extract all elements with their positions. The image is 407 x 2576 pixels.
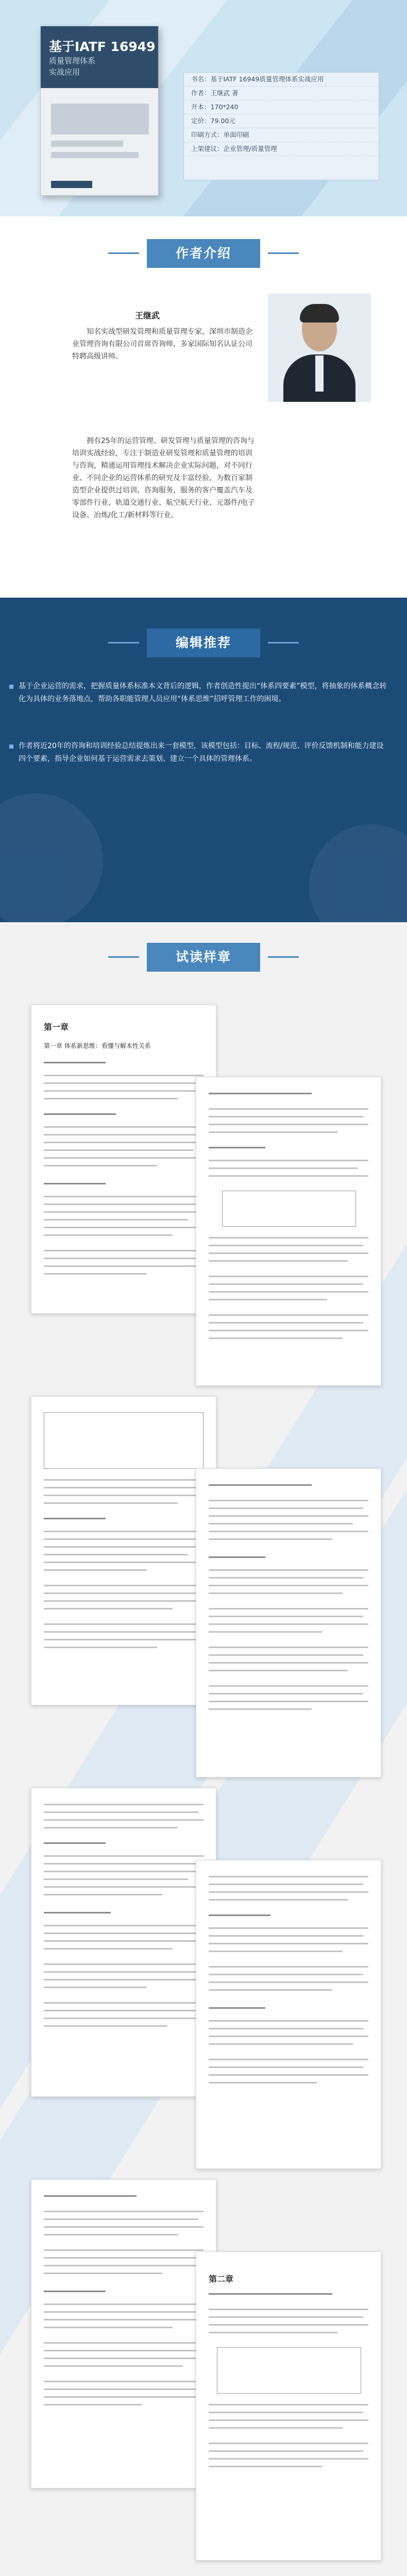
text-line — [209, 1245, 363, 1246]
text-line — [209, 1685, 368, 1687]
text-line — [209, 2427, 343, 2429]
text-line — [209, 1647, 368, 1648]
text-line — [44, 1157, 204, 1159]
text-line — [209, 1608, 368, 1609]
text-line — [44, 1592, 198, 1594]
author-bio: 知名实战型研发管理和质量管理专家，深圳市制造企业管理咨询有限公司首席咨询师，多家国际知名认证公司特聘高级讲师。 — [72, 328, 252, 361]
text-line — [44, 1479, 204, 1481]
text-line — [44, 1971, 198, 1973]
samples-section — [0, 922, 407, 2576]
text-line — [209, 2074, 368, 2076]
sample-chapter: 第一章 — [44, 1022, 69, 1032]
text-line — [44, 1639, 204, 1640]
text-line — [44, 2319, 204, 2320]
editor-heading: 编辑推荐 — [147, 629, 260, 657]
text-line — [44, 1631, 198, 1633]
text-line — [44, 1183, 106, 1184]
text-line — [44, 2002, 204, 2004]
text-line — [44, 1265, 204, 1267]
text-line — [209, 1515, 368, 1517]
text-line — [44, 1134, 198, 1136]
text-line — [209, 1966, 368, 1968]
text-line — [44, 1273, 147, 1275]
text-line — [209, 1147, 265, 1148]
text-line — [44, 2025, 167, 2027]
text-line — [44, 1912, 111, 1913]
text-line — [44, 1082, 198, 1084]
text-line — [209, 2419, 368, 2421]
text-line — [44, 1894, 162, 1895]
text-line — [44, 1827, 178, 1828]
text-line — [209, 1507, 363, 1509]
text-line — [209, 1884, 363, 1885]
text-line — [209, 2466, 322, 2467]
sample-page — [196, 1468, 381, 1777]
text-line — [209, 1116, 363, 1117]
text-line — [209, 2020, 368, 2022]
text-line — [44, 2396, 204, 2398]
text-line — [44, 2303, 204, 2305]
text-line — [44, 1204, 198, 1205]
text-line — [44, 1863, 198, 1865]
text-line — [209, 1160, 368, 1161]
text-line — [44, 1948, 173, 1950]
text-line — [209, 2412, 363, 2413]
editor-paragraph: 作者将近20年的咨询和培训经验总结提炼出来一套模型，该模型包括：目标、流程/规范、评价反馈机制和能力建设四个要素，指导企业如何基于运营需求去策划、建立一个具体的管理体系。 — [19, 740, 389, 766]
text-line — [44, 2404, 142, 2405]
text-line — [44, 2218, 198, 2220]
text-line — [209, 2043, 353, 2045]
decoration — [0, 793, 103, 927]
cover-subtitle: 质量管理体系 — [49, 56, 96, 65]
text-line — [44, 2211, 204, 2212]
text-line — [209, 2028, 363, 2029]
text-line — [44, 1502, 178, 1504]
text-line — [44, 1196, 204, 1197]
author-bio: 拥有25年的运营管理、研发管理与质量管理的咨询与培训实战经验，专注于制造业研发管理和质量管理的培训与咨询，精通运用管理技术解决企业实际问题，对不同行业、不同企业的运营体系的研究及丰富经验，为数百家制造型企业提供过培训、咨询服务，服务的客户覆盖汽车及零部件行业、轨道交通行业、航空航天行业、元器件/电子设备、冶炼/化工/新材料等行业。 — [72, 437, 255, 519]
text-line — [209, 2324, 368, 2326]
text-line — [44, 1979, 204, 1980]
text-line — [209, 1623, 368, 1625]
text-line — [44, 1608, 173, 1609]
text-line — [209, 2066, 363, 2068]
text-line — [209, 1538, 332, 1540]
text-line — [44, 1211, 204, 1213]
text-line — [209, 1093, 312, 1094]
text-line — [209, 1927, 368, 1929]
text-line — [209, 1523, 353, 1524]
text-line — [44, 1819, 204, 1821]
author-photo — [268, 294, 371, 402]
text-line — [209, 1252, 368, 1254]
text-line — [44, 1886, 204, 1888]
editor-section — [0, 598, 407, 922]
text-line — [209, 2458, 368, 2460]
text-line — [44, 2342, 204, 2344]
text-line — [209, 1577, 363, 1579]
text-line — [44, 1925, 204, 1926]
text-line — [44, 2365, 183, 2367]
sample-diagram — [222, 1191, 356, 1227]
book-cover — [40, 26, 159, 196]
text-line — [44, 2358, 204, 2359]
info-author: 作者：王继武 著 — [184, 87, 379, 100]
text-line — [44, 1538, 198, 1540]
sample-page — [31, 1005, 216, 1314]
cover-graphic — [51, 152, 139, 158]
text-line — [44, 1234, 173, 1236]
text-line — [209, 1989, 332, 1991]
text-line — [209, 1981, 368, 1983]
cover-subtitle: 实战应用 — [49, 67, 80, 77]
text-line — [209, 1935, 363, 1937]
text-line — [44, 1623, 204, 1625]
text-line — [44, 2018, 204, 2019]
text-line — [44, 1165, 157, 1166]
author-heading: 作者介绍 — [147, 239, 260, 268]
text-line — [209, 1260, 348, 1262]
text-line — [44, 1495, 204, 1496]
text-line — [209, 1237, 368, 1239]
text-line — [209, 1330, 368, 1331]
sample-table — [44, 1412, 204, 1469]
text-line — [209, 1569, 368, 1571]
text-line — [44, 1142, 204, 1143]
text-line — [209, 2293, 332, 2295]
editor-paragraph: 基于企业运营的需求，把握质量体系标准本文背后的逻辑，作者创造性提出“体系四要素”模型，将抽象的体系概念转化为具体的业务落地点，帮助各职能管理人员应用“体系思维”招呼管理工作的困境。 — [19, 680, 389, 706]
info-price: 定价：79.00元 — [184, 114, 379, 128]
text-line — [44, 2234, 178, 2235]
text-line — [44, 1090, 204, 1092]
text-line — [209, 2332, 337, 2333]
sample-page — [31, 1396, 216, 1705]
text-line — [209, 1585, 368, 1586]
sample-diagram — [217, 2347, 361, 2394]
text-line — [209, 2007, 265, 2009]
text-line — [209, 1943, 368, 1944]
text-line — [44, 1562, 204, 1563]
info-category: 上架建议：企业管理/质量管理 — [184, 142, 379, 156]
text-line — [44, 1531, 204, 1532]
text-line — [44, 1518, 106, 1519]
text-line — [44, 1811, 198, 1813]
author-section — [0, 216, 407, 598]
product-header — [0, 0, 407, 216]
text-line — [209, 1167, 358, 1169]
text-line — [44, 1871, 204, 1872]
text-line — [209, 1131, 337, 1133]
text-line — [44, 2291, 106, 2292]
sample-page — [196, 1077, 381, 1386]
sample-page — [31, 1788, 216, 2097]
book-info-box — [183, 72, 379, 180]
text-line — [44, 2249, 204, 2251]
text-line — [209, 2082, 317, 2083]
text-line — [209, 1662, 368, 1664]
text-line — [44, 2381, 204, 2382]
text-line — [209, 1291, 368, 1293]
text-line — [44, 1250, 204, 1251]
text-line — [209, 1693, 363, 1694]
text-line — [44, 1585, 204, 1586]
text-line — [44, 1219, 188, 1221]
info-format: 开本：170*240 — [184, 100, 379, 114]
text-line — [44, 1647, 157, 1648]
text-line — [44, 2257, 198, 2259]
text-line — [209, 2059, 368, 2060]
text-line — [209, 1876, 368, 1877]
text-line — [209, 1951, 343, 1952]
text-line — [44, 2327, 173, 2328]
text-line — [44, 1878, 188, 1880]
text-line — [44, 1600, 204, 1602]
text-line — [44, 1062, 106, 1063]
info-title: 书名：基于IATF 16949质量管理体系实战应用 — [184, 73, 379, 87]
text-line — [209, 1631, 322, 1633]
text-line — [209, 1484, 312, 1486]
text-line — [209, 1500, 368, 1501]
text-line — [44, 2010, 198, 2011]
info-print: 印刷方式：单面印刷 — [184, 128, 379, 142]
text-line — [209, 2404, 368, 2405]
text-line — [44, 2273, 162, 2274]
text-line — [44, 2388, 198, 2390]
text-line — [44, 1940, 204, 1942]
text-line — [44, 1149, 193, 1151]
sample-subtitle: 第一章 体系新思维：看懂与解本性关系 — [44, 1042, 151, 1049]
text-line — [44, 1487, 198, 1488]
text-line — [44, 2265, 204, 2266]
text-line — [209, 1616, 363, 1617]
text-line — [44, 1554, 188, 1555]
sample-chapter: 第二章 — [209, 2274, 234, 2284]
text-line — [209, 1974, 363, 1975]
text-line — [209, 1108, 368, 1110]
text-line — [209, 1314, 368, 1316]
text-line — [44, 1126, 204, 1128]
text-line — [209, 1276, 368, 1277]
text-line — [44, 1258, 198, 1259]
text-line — [209, 1701, 368, 1702]
text-line — [44, 1546, 204, 1548]
sample-page — [31, 2179, 216, 2488]
text-line — [44, 2350, 198, 2351]
text-line — [209, 1556, 265, 1558]
text-line — [209, 1175, 368, 1177]
text-line — [44, 1569, 147, 1571]
text-line — [209, 2316, 363, 2318]
text-line — [209, 1592, 343, 1594]
text-line — [209, 1708, 312, 1710]
text-line — [44, 1075, 204, 1076]
text-line — [209, 2450, 363, 2452]
text-line — [44, 1855, 204, 1857]
photo-shirt — [315, 355, 324, 392]
text-line — [209, 1322, 363, 1324]
text-line — [44, 1963, 204, 1965]
text-line — [209, 2036, 368, 2037]
author-name: 王继武 — [135, 311, 160, 320]
text-line — [209, 1899, 348, 1901]
cover-graphic — [51, 141, 123, 147]
text-line — [209, 1531, 368, 1532]
text-line — [209, 1670, 348, 1671]
text-line — [209, 2443, 368, 2444]
text-line — [44, 1098, 178, 1099]
text-line — [209, 1283, 363, 1285]
text-line — [44, 1804, 204, 1805]
sample-page — [196, 2251, 381, 2561]
text-line — [209, 1337, 343, 1339]
text-line — [209, 1891, 368, 1893]
text-line — [44, 1842, 106, 1844]
cover-title: 基于IATF 16949 — [49, 39, 156, 54]
text-line — [209, 1914, 270, 1916]
text-line — [209, 2309, 368, 2310]
text-line — [44, 1113, 116, 1115]
cover-graphic — [51, 104, 149, 134]
text-line — [209, 1654, 363, 1656]
text-line — [44, 2226, 204, 2228]
sample-page — [196, 1860, 381, 2169]
text-line — [209, 1124, 368, 1125]
samples-heading: 试读样章 — [147, 943, 260, 972]
text-line — [44, 1227, 204, 1228]
text-line — [44, 2195, 137, 2197]
publisher-logo — [51, 181, 92, 188]
text-line — [44, 1933, 198, 1934]
text-line — [209, 1299, 327, 1300]
text-line — [44, 1987, 147, 1988]
text-line — [44, 2311, 198, 2313]
photo-hair — [300, 304, 339, 323]
